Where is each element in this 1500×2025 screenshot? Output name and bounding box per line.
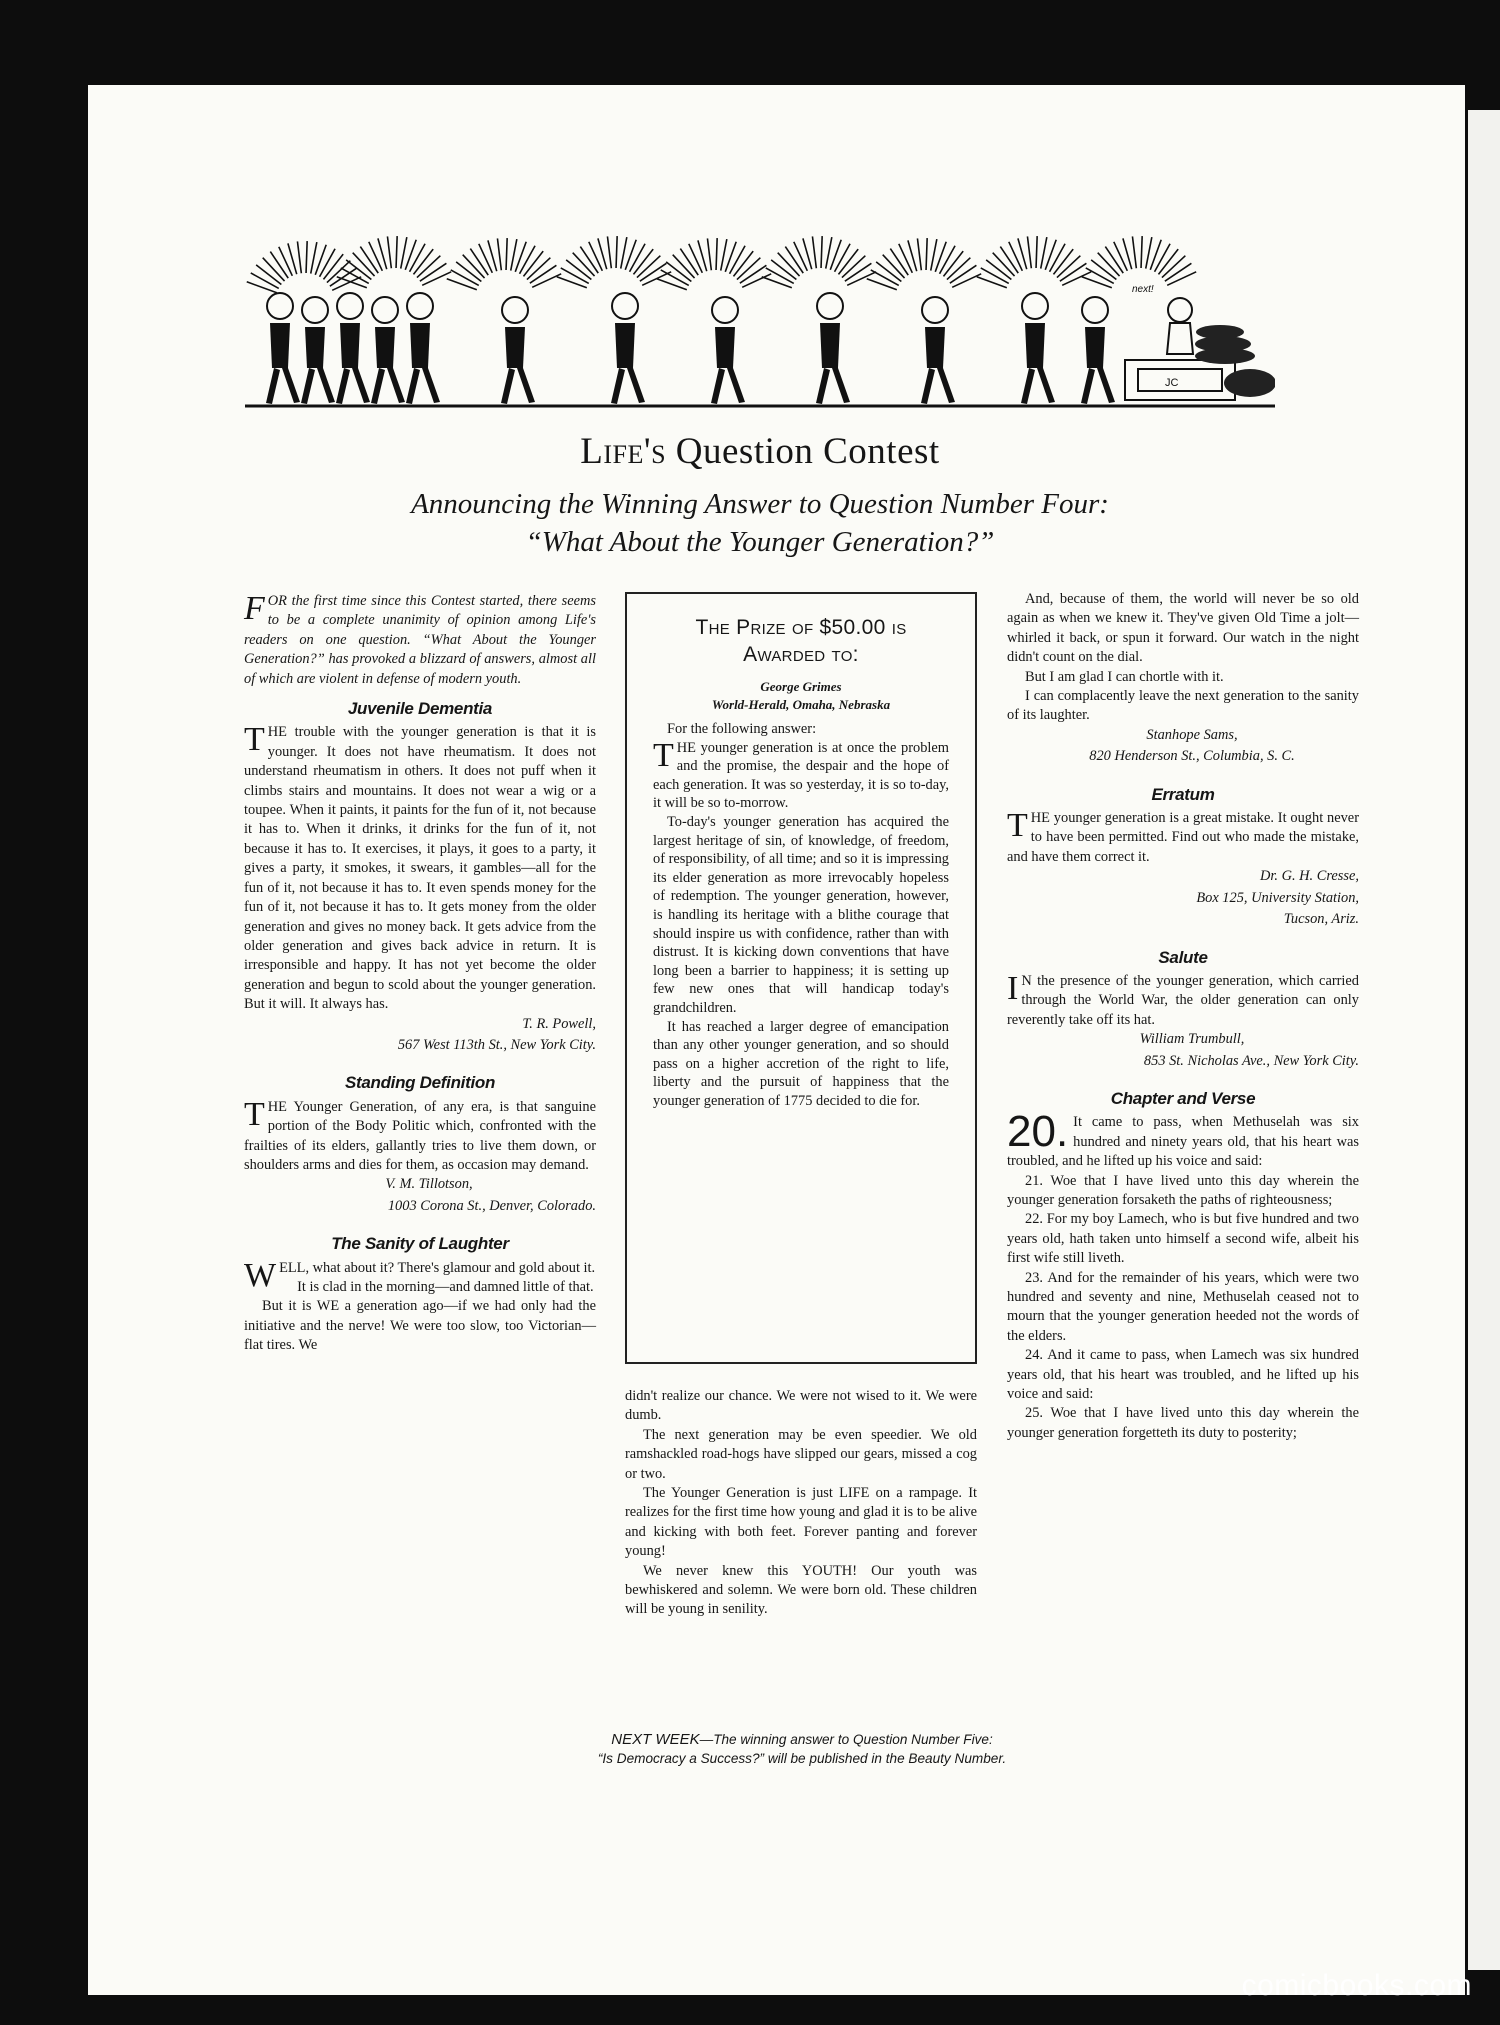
next-week-line-1: —The winning answer to Question Number Five: [699, 1732, 993, 1747]
right-column [1007, 590, 1359, 1443]
salute-text: I N the presence of the younger generation, which carried through the World War, the older generation can only reverently take off its hat. [1007, 969, 1359, 1028]
prize-heading-2: Awarded to: [743, 643, 859, 666]
juvenile-address: 567 West 113th St., New York City. [397, 1036, 596, 1053]
standing-definition-text: THE Younger Generation, of any era, is that sanguine portion of the Body Politic which, confronted with the frailties of its elders, gallantly tries to live them down, or shoulders arms and dies for them, as occasion may demand. [244, 1095, 596, 1173]
next-week-notice [552, 1730, 1052, 1768]
middle-para-2: The next generation may be even speedier. We old ramshackled road-hogs have slipped our gears, missed a cog or two. [625, 1426, 977, 1482]
next-page-edge [1468, 110, 1500, 1970]
subtitle-line-1: Announcing the Winning Answer to Question Number Four: [411, 488, 1109, 520]
erratum-address-1: Box 125, University Station, [1196, 889, 1359, 906]
middle-para-4: We never knew this YOUTH! Our youth was bewhiskered and solemn. We were born old. These children will be young in senility. [625, 1562, 977, 1618]
prize-intro: For the following answer: [667, 721, 817, 737]
left-column [244, 592, 596, 1356]
verse-23: 23. And for the remainder of his years, which were two hundred and seventy and nine, Methuselah ceased not to mourn that the younger generation heeded not the words of the elders. [1007, 1269, 1359, 1344]
marching-figures [266, 293, 1115, 404]
prize-para-2: To-day's younger generation has acquired the largest heritage of sin, of knowledge, of freedom, of responsibility, of all time; and so it is impressing its elder generation as more irrevocably hopeless of redemption. The younger generation, however, is handling its heritage with a blithe courage that should inspire us with confidence, rather than with distrust. It is kicking down conventions that have long been a barrier to happiness; it is setting up few new ones that will handicap today's grandchildren. [653, 813, 949, 1016]
standing-signature: V. M. Tillotson, [385, 1176, 473, 1193]
prize-para-3: It has reached a larger degree of emancipation than any other younger generation, and so should pass on a higher accretion of the right to life, liberty and the pursuit of happiness that the younger generation of 1775 decided to die for. [653, 1018, 949, 1109]
sanity-text-1: WELL, what about it? There's glamour and gold about it. [244, 1256, 596, 1294]
juvenile-signature: T. R. Powell, [522, 1015, 596, 1032]
middle-para-1: didn't realize our chance. We were not wised to it. We were dumb. [625, 1388, 977, 1424]
sanity-text-2: It is clad in the morning—and damned little of that. [297, 1279, 594, 1295]
next-week-lead: NEXT WEEK [611, 1731, 700, 1748]
heading-standing-definition: Standing Definition [344, 1073, 496, 1093]
erratum-signature: Dr. G. H. Cresse, [1259, 868, 1359, 885]
standing-address: 1003 Corona St., Denver, Colorado. [387, 1197, 596, 1214]
verse-24: 24. And it came to pass, when Lamech was six hundred years old, that his heart was troubled, and he lifted up his voice and said: [1007, 1347, 1359, 1403]
prize-box [625, 592, 977, 1364]
sanity-signature: Stanhope Sams, [1146, 726, 1238, 743]
erratum-text: THE younger generation is a great mistake. It ought never to have been permitted. Find out who made the mistake, and have them correct it. [1007, 807, 1359, 865]
verse-20: 20. It came to pass, when Methuselah was six hundred and ninety years old, that his heart was troubled, and he lifted up his voice and said: [1007, 1107, 1359, 1170]
verse-25: 25. Woe that I have lived unto this day wherein the younger generation forgetteth its duty to posterity; [1007, 1405, 1359, 1441]
prize-heading-1: The Prize of $50.00 is [695, 616, 907, 639]
sanity-cont-3: I can complacently leave the next generation to the sanity of its laughter. [1007, 688, 1359, 724]
heading-juvenile-dementia: Juvenile Dementia [347, 699, 493, 719]
sanity-cont-1: And, because of them, the world will never be so old again as when we knew it. They've given Old Time a jolt—whirled it back, or spun it forward. Our watch in the night didn't count on the dial. [1007, 591, 1359, 666]
prize-para-1: THE younger generation is at once the problem and the promise, the despair and the hope of each generation. It was so yesterday, it is so to-day, it will be so to-morrow. [653, 736, 949, 812]
verse-22: 22. For my boy Lamech, who is but five hundred and two years old, hath taken unto himself a second wife, albeit his first wife still liveth. [1007, 1211, 1359, 1267]
erratum-address-2: Tucson, Ariz. [1283, 911, 1359, 928]
winner-location: World-Herald, Omaha, Nebraska [711, 697, 891, 712]
page-title: Life's Question Contest [580, 431, 940, 472]
salute-address: 853 St. Nicholas Ave., New York City. [1143, 1052, 1359, 1069]
intro-paragraph: FOR the first time since this Contest started, there seems to be a complete unanimity of opinion among Life's readers on one question. “What About the Younger Generation?” has provoked a blizzard of answers, almost all of which are violent in defense of modern youth. [244, 590, 596, 687]
winner-name: George Grimes [760, 679, 842, 694]
verse-21: 21. Woe that I have lived unto this day wherein the younger generation forsaketh the paths of righteousness; [1007, 1172, 1359, 1208]
sanity-text-3: But it is WE a generation ago—if we had only had the initiative and the nerve! We were too slow, too Victorian—flat tires. We [244, 1298, 596, 1354]
middle-para-3: The Younger Generation is just LIFE on a rampage. It realizes for the first time how young and glad it is to be alive and kicking with both feet. Forever panting and forever young! [625, 1485, 977, 1560]
heading-erratum: Erratum [1151, 784, 1215, 804]
sanity-address: 820 Henderson St., Columbia, S. C. [1089, 748, 1295, 765]
svg-text:JC: JC [1165, 377, 1179, 389]
svg-text:next!: next! [1132, 284, 1154, 295]
middle-column [625, 1387, 977, 1620]
juvenile-dementia-text: THE trouble with the younger generation is that it is younger. It does not have rheumatism. It does not understand rheumatism in others. It does not puff when it climbs stairs and mountains. It does not wear a wig or a toupee. When it paints, it paints for the fun of it, not because it has to. When it drinks, it drinks for the fun of it, not because it has to. It exercises, it plays, it goes to a party, it gives a party, it smokes, it swears, it gambles—all for the fun of it, not because it has to. It even spends money for the fun of it, not because it has to. It gets money from the older generation and gives no money back. It gets advice from the older generation and gives back advice in return. It is irresponsible and happy. It has not yet become the older generation and begun to scold about the younger generation. But it will. It always has. [244, 721, 596, 1013]
site-watermark: comicbooks.com [1241, 1969, 1472, 2002]
subtitle-line-2: “What About the Younger Generation?” [525, 526, 995, 558]
sanity-cont-2: But I am glad I can chortle with it. [1025, 668, 1224, 685]
heading-sanity-of-laughter: The Sanity of Laughter [331, 1234, 509, 1254]
header-illustration [245, 228, 1275, 413]
sunburst-rays [247, 236, 1196, 293]
next-week-line-2: “Is Democracy a Success?” will be published in the Beauty Number. [597, 1751, 1007, 1766]
salute-signature: William Trumbull, [1139, 1031, 1245, 1048]
heading-chapter-and-verse: Chapter and Verse [1110, 1088, 1256, 1108]
heading-salute: Salute [1158, 947, 1208, 967]
